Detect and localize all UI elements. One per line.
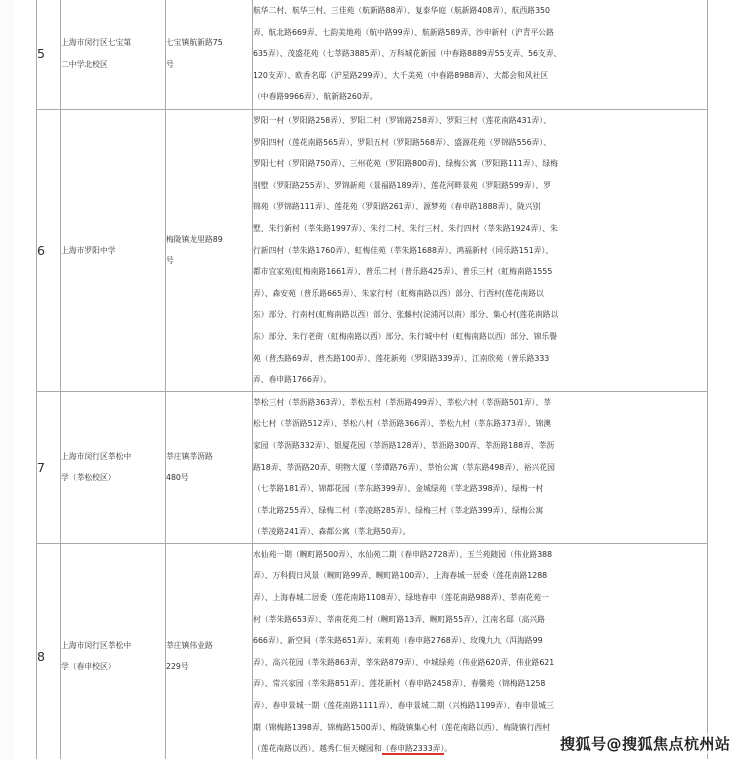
- table-row: [37, 110, 708, 392]
- school-name-cell: [61, 391, 166, 543]
- row-index: 8: [37, 648, 46, 664]
- school-address-line: 号: [166, 256, 174, 266]
- enrollment-area-line: 弄）、常兴家园（莘朱路851弄）、莲花新村（春申路2458弄）、春馨苑（锦梅路1258: [253, 679, 546, 689]
- school-address-cell: [166, 543, 253, 759]
- enrollment-area-line: 弄、航北路669弄、七韵美地苑（航中路99弄）、航新路589弄、沙申新村（沪青平公路: [253, 27, 554, 37]
- school-name-cell: [61, 110, 166, 392]
- enrollment-area-line: 东）部分、行南村(虹梅南路以西）部分、张藤村(淀浦河以南）部分、集心村(莲花南路以: [253, 310, 559, 320]
- enrollment-area-cell: [253, 543, 708, 759]
- enrollment-area-line: 莘松三村（莘沥路363弄）、莘松五村（莘沥路499弄）、莘松六村（莘沥路501弄）、莘: [253, 397, 552, 407]
- enrollment-area-line: 苑（普杰路69弄、普杰路100弄）、莲花新苑（罗阳路339弄）、江南欣苑（普乐路333: [253, 353, 550, 363]
- enrollment-area-line: 行新四村（莘朱路1760弄）、虹梅佳苑（莘朱路1688弄）、鸿福新村（同乐路151弄）、: [253, 245, 554, 255]
- school-address-line: 莘庄镇伟业路: [166, 640, 213, 650]
- enrollment-area-line: 期（锦梅路1398弄、锦梅路1500弄）、梅陇镇集心村（莲花南路以西）、梅陇镇行西村: [253, 722, 550, 732]
- school-name-line: 上海市闵行区莘松中: [61, 451, 132, 461]
- enrollment-area-line: 弄、春申路1766弄）。: [253, 375, 332, 385]
- enrollment-area-line: 弄）、春申景城一期（莲花南路1111弄）、春申景城二期（兴梅路1199弄）、春申景城三: [253, 701, 554, 711]
- enrollment-area-line: 弄）、万科假日风景（畹町路99弄、畹町路100弄）、上海春城一居委（莲花南路1288: [253, 571, 548, 581]
- enrollment-area-line: （莘凌路241弄）、森都公寓（莘北路50弄）。: [253, 527, 411, 537]
- enrollment-area-line: 弄）、森安苑（普乐路665弄）、朱家行村（虹梅南路以西）部分、行西村(莲花南路以: [253, 288, 544, 298]
- area-text: （莲花南路以西）、越秀仁恒天樾园和: [253, 744, 382, 754]
- watermark: 搜狐号@搜狐焦点杭州站: [560, 735, 731, 753]
- highlighted-address: （春申路2333弄）: [381, 744, 445, 754]
- school-address-line: 号: [166, 60, 174, 69]
- enrollment-area-line: 路18弄、莘沥路20弄、明物大厦（莘谭路76弄）、莘怡公寓（莘东路498弄）、裕兴花园: [253, 462, 555, 472]
- school-name-line: 上海市闵行区七宝第: [61, 38, 132, 48]
- school-district-table: [36, 0, 708, 759]
- enrollment-area-cell: [253, 391, 708, 543]
- enrollment-area-line: 666弄）、新空间（莘朱路651弄）、茉莉苑（春申路2768弄）、玫瑰九九（洱海路99: [253, 636, 543, 646]
- table-row: [37, 543, 708, 759]
- row-index-cell: [37, 0, 61, 110]
- row-index: 7: [37, 459, 46, 475]
- enrollment-area-line: 别墅（罗阳路255弄）、罗锦新苑（景福路189弄）、莲花河畔景苑（罗阳路599弄）、罗: [253, 180, 552, 190]
- school-name-line: 上海市罗阳中学: [61, 245, 116, 255]
- school-name-cell: [61, 543, 166, 759]
- school-address-cell: [166, 110, 253, 392]
- area-text-end: 。: [444, 744, 453, 754]
- page-margin: [0, 0, 14, 759]
- enrollment-area-line: （中春路9966弄）、航新路260弄。: [253, 92, 378, 102]
- enrollment-area-line: 航华二村、航华三村、三佳苑（航新路88弄）、复泰华庭（航新路408弄）、航西路350: [253, 6, 550, 16]
- enrollment-area-line: 村（莘朱路653弄）、莘南花苑二村（畹町路13弄、畹町路55弄）、江南名邸（高兴路: [253, 614, 546, 624]
- school-address-line: 七宝镇航新路75: [166, 38, 223, 48]
- enrollment-area-line: （七莘路181弄）、锦都花园（莘东路399弄）、金城绿苑（莘北路398弄）、绿梅一村: [253, 484, 544, 494]
- school-name-line: 学（春申校区）: [61, 662, 116, 672]
- enrollment-area-line: 弄）、高兴花园（莘朱路863弄、莘朱路879弄）、中城绿苑（伟业路620弄、伟业路621: [253, 657, 555, 667]
- enrollment-area-line: 水仙苑一期（畹町路500弄）、水仙苑二期（春申路2728弄）、玉兰苑随园（伟业路388: [253, 549, 553, 559]
- table-row: [37, 0, 708, 110]
- enrollment-area-cell: [253, 110, 708, 392]
- school-name-line: 学（莘松校区）: [61, 473, 116, 483]
- school-address-line: 梅陇镇龙里路89: [166, 234, 223, 244]
- school-name-line: 二中学北校区: [61, 60, 108, 69]
- enrollment-area-line: 罗阳一村（罗阳路258弄）、罗阳二村（罗锦路258弄）、罗阳三村（莲花南路431弄）、: [253, 116, 552, 125]
- row-index: 6: [37, 242, 46, 258]
- row-index-cell: [37, 391, 61, 543]
- school-address-line: 莘庄镇莘沥路: [166, 451, 213, 461]
- school-address-line: 229号: [166, 662, 189, 672]
- enrollment-area-line: 家园（莘沥路332弄）、银厦花园（莘沥路128弄）、莘沥路300弄、莘沥路188弄、莘沥: [253, 440, 555, 450]
- school-address-line: 480号: [166, 473, 189, 483]
- row-index: 5: [37, 46, 46, 62]
- enrollment-area-line: 罗阳七村（罗阳路750弄）、三州花苑（罗阳路800弄)、绿梅公寓（罗阳路111弄）、绿梅: [253, 159, 558, 169]
- enrollment-area-line: 120支弄）、欧香名邸（沪星路299弄）、大千美苑（中春路8988弄）、大都会和风社区: [253, 70, 549, 80]
- row-index-cell: [37, 110, 61, 392]
- enrollment-area-line: 都市宜家苑(虹梅南路1661弄）、普乐二村（普乐路425弄）、普乐三村（虹梅南路1555: [253, 267, 553, 277]
- enrollment-area-line: （莘北路255弄）、绿梅二村（莘凌路285弄）、绿梅三村（莘北路399弄）、绿梅公寓: [253, 505, 544, 515]
- row-index-cell: [37, 543, 61, 759]
- enrollment-area-line: 弄）、上海春城二居委（莲花南路1108弄）、绿地春申（莲花南路988弄）、莘南花苑一: [253, 593, 549, 603]
- enrollment-area-line: 锦苑（罗锦路111弄）、莲花苑（罗阳路261弄）、源梦苑（春申路1888弄）、陇兴别: [253, 202, 541, 212]
- enrollment-area-line: 东）部分、朱行老街（虹梅南路以西）部分、朱行城中村（虹梅南路以西）部分、锦乐譽: [253, 331, 558, 341]
- enrollment-area-line: 墅、朱行新村（莘朱路1997弄）、朱行二村、朱行三村、朱行四村（莘朱路1924弄）、朱: [253, 223, 558, 233]
- table-row: [37, 391, 708, 543]
- school-address-cell: [166, 391, 253, 543]
- enrollment-area-line: 罗阳四村（莲花南路565弄）、罗阳五村（罗阳路568弄）、盛源花苑（罗锦路556弄）、: [253, 137, 552, 147]
- school-address-cell: [166, 0, 253, 110]
- enrollment-area-cell: [253, 0, 708, 110]
- enrollment-area-line: 松七村（莘沥路512弄）、莘松八村（莘沥路366弄）、莘松九村（莘东路373弄）、锦澳: [253, 419, 552, 429]
- enrollment-area-line: 635弄）、茂盛花苑（七莘路3885弄）、万科城花新园（中春路8889弄55支弄、56支弄、: [253, 49, 562, 59]
- school-name-line: 上海市闵行区莘松中: [61, 640, 132, 650]
- school-name-cell: [61, 0, 166, 110]
